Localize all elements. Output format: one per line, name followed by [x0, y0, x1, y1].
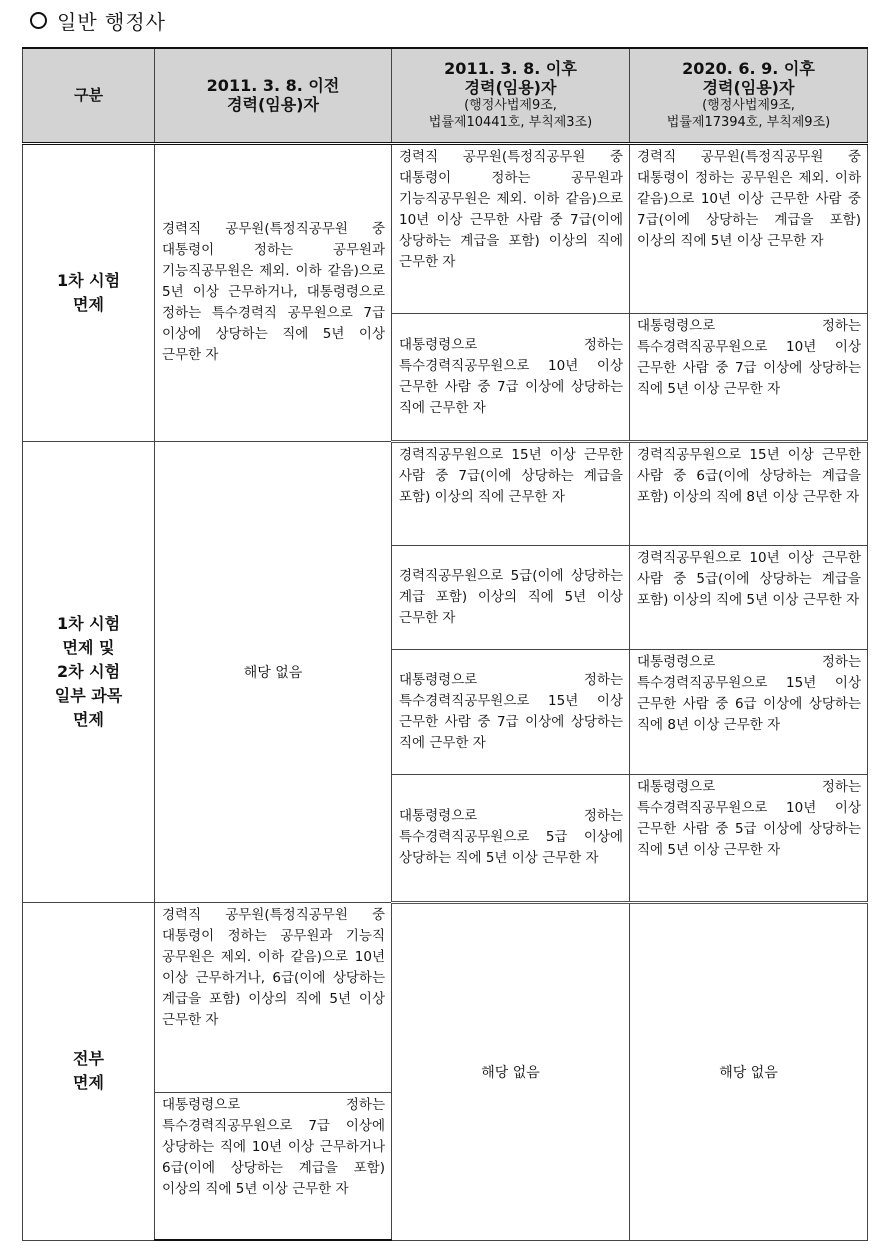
row-label-exam1-exempt-exam2-partial: 1차 시험 면제 및 2차 시험 일부 과목 면제	[23, 441, 155, 902]
header-col1: 2011. 3. 8. 이전 경력(임용)자	[155, 48, 392, 143]
cell-g3-col2: 해당 없음	[392, 902, 630, 1240]
table-row	[23, 143, 868, 313]
cell-g3-col3: 해당 없음	[630, 902, 868, 1240]
cell-g2r2-col3: 경력직공무원으로 10년 이상 근무한 사람 중 5급(이에 상당하는 계급을 포함) 이상의 직에 5년 이상 근무한 자	[630, 545, 868, 649]
cell-g2r1-col2: 경력직공무원으로 15년 이상 근무한 사람 중 7급(이에 상당하는 계급을 포함) 이상의 직에 근무한 자	[392, 441, 630, 545]
header-row	[23, 48, 868, 143]
table-row	[23, 441, 868, 545]
cell-g2r2-col2: 경력직공무원으로 5급(이에 상당하는 계급 포함) 이상의 직에 5년 이상 근무한 자	[392, 545, 630, 649]
header-col2: 2011. 3. 8. 이후 경력(임용)자 (행정사법제9조, 법률제10441호, 부칙제3조)	[392, 48, 630, 143]
row-label-exam1-exempt: 1차 시험 면제	[23, 143, 155, 441]
cell-g2r4-col2: 대통령령으로 정하는 특수경력직공무원으로 5급 이상에 상당하는 직에 5년 이상 근무한 자	[392, 774, 630, 902]
cell-g1r2-col2: 대통령령으로 정하는 특수경력직공무원으로 10년 이상 근무한 사람 중 7급 이상에 상당하는 직에 근무한 자	[392, 313, 630, 441]
table-row	[23, 902, 868, 1092]
cell-g2r3-col3: 대통령령으로 정하는 특수경력직공무원으로 15년 이상 근무한 사람 중 6급 이상에 상당하는 직에 8년 이상 근무한 자	[630, 649, 868, 774]
section-heading-text: 일반 행정사	[57, 10, 166, 34]
cell-g3r1-col1: 경력직 공무원(특정직공무원 중 대통령이 정하는 공무원과 기능직 공무원은 제외. 이하 같음)으로 10년 이상 근무하거나, 6급(이에 상당하는 계급을 포함) 이상의 직에 5년 이상 근무한 자	[155, 902, 392, 1092]
header-col3: 2020. 6. 9. 이후 경력(임용)자 (행정사법제9조, 법률제17394호, 부칙제9조)	[630, 48, 868, 143]
circle-bullet-icon	[30, 12, 47, 29]
cell-g3r2-col1: 대통령령으로 정하는 특수경력직공무원으로 7급 이상에 상당하는 직에 10년 이상 근무하거나 6급(이에 상당하는 계급을 포함) 이상의 직에 5년 이상 근무한 자	[155, 1092, 392, 1240]
row-label-full-exempt: 전부 면제	[23, 902, 155, 1240]
header-category: 구분	[23, 48, 155, 143]
cell-g2-col1: 해당 없음	[155, 441, 392, 902]
cell-g1r1-col3: 경력직 공무원(특정직공무원 중 대통령이 정하는 공무원은 제외. 이하 같음)으로 10년 이상 근무한 사람 중 7급(이에 상당하는 계급을 포함) 이상의 직에 5년 이상 근무한 자	[630, 143, 868, 313]
cell-g1r2-col3: 대통령령으로 정하는 특수경력직공무원으로 10년 이상 근무한 사람 중 7급 이상에 상당하는 직에 5년 이상 근무한 자	[630, 313, 868, 441]
section-heading	[30, 6, 166, 35]
cell-g1-col1: 경력직 공무원(특정직공무원 중 대통령이 정하는 공무원과 기능직공무원은 제외. 이하 같음)으로 5년 이상 근무하거나, 대통령령으로 정하는 특수경력직 공무원으로 7급 이상에 상당하는 직에 5년 이상 근무한 자	[155, 143, 392, 441]
qualification-table	[22, 47, 868, 1241]
cell-g2r4-col3: 대통령령으로 정하는 특수경력직공무원으로 10년 이상 근무한 사람 중 5급 이상에 상당하는 직에 5년 이상 근무한 자	[630, 774, 868, 902]
cell-g2r1-col3: 경력직공무원으로 15년 이상 근무한 사람 중 6급(이에 상당하는 계급을 포함) 이상의 직에 8년 이상 근무한 자	[630, 441, 868, 545]
cell-g2r3-col2: 대통령령으로 정하는 특수경력직공무원으로 15년 이상 근무한 사람 중 7급 이상에 상당하는 직에 근무한 자	[392, 649, 630, 774]
cell-g1r1-col2: 경력직 공무원(특정직공무원 중 대통령이 정하는 공무원과 기능직공무원은 제외. 이하 같음)으로 10년 이상 근무한 사람 중 7급(이에 상당하는 계급을 포함) 이상의 직에 근무한 자	[392, 143, 630, 313]
